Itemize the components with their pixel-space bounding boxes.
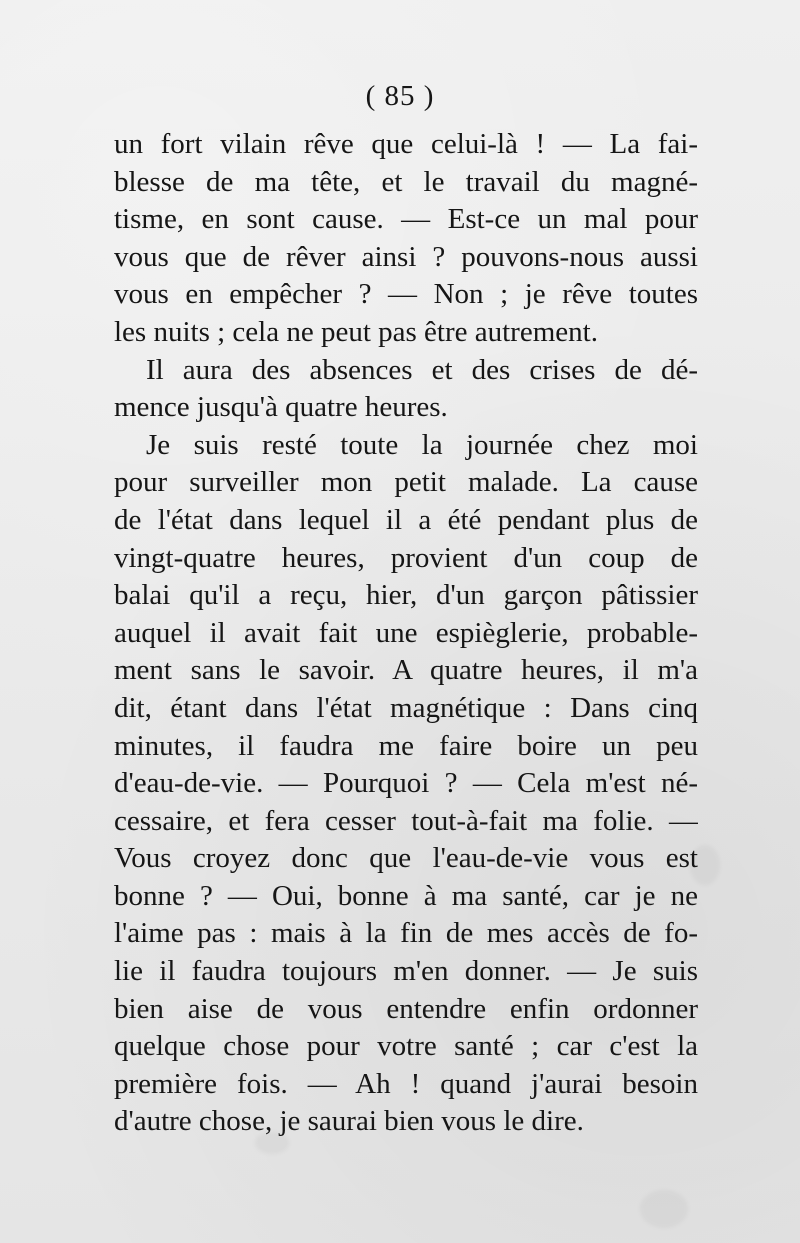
text-line: quelque chose pour votre santé ; car c'est la xyxy=(114,1030,698,1063)
text-line: tisme, en sont cause. — Est-ce un mal pour xyxy=(114,203,698,236)
text-line: minutes, il faudra me faire boire un peu xyxy=(114,729,698,762)
text-line: bien aise de vous entendre enfin ordonner xyxy=(114,992,698,1025)
text-line: un fort vilain rêve que celui-là ! — La fai- xyxy=(114,128,698,160)
text-line: l'aime pas : mais à la fin de mes accès de fo- xyxy=(114,917,698,950)
text-line: les nuits ; cela ne peut pas être autrement. xyxy=(114,315,598,348)
text-line: blesse de ma tête, et le travail du magné- xyxy=(114,165,698,198)
text-line: d'eau-de-vie. — Pourquoi ? — Cela m'est né- xyxy=(114,767,698,800)
text-line: cessaire, et fera cesser tout-à-fait ma folie. — xyxy=(114,804,698,837)
text-line: vingt-quatre heures, provient d'un coup de xyxy=(114,541,698,574)
text-line: pour surveiller mon petit malade. La cause xyxy=(114,466,698,499)
text-line: vous que de rêver ainsi ? pouvons-nous aussi xyxy=(114,240,698,273)
text-line: dit, étant dans l'état magnétique : Dans cinq xyxy=(114,691,698,724)
page-number: ( 85 ) xyxy=(365,80,435,112)
text-line: Je suis resté toute la journée chez moi xyxy=(146,428,698,461)
paper-smudge xyxy=(640,1190,688,1228)
text-line: de l'état dans lequel il a été pendant plus de xyxy=(114,503,698,536)
text-line: balai qu'il a reçu, hier, d'un garçon pâtissier xyxy=(114,579,698,612)
text-line: ment sans le savoir. A quatre heures, il m'a xyxy=(114,654,698,687)
text-line: Il aura des absences et des crises de dé- xyxy=(146,353,698,386)
text-line: mence jusqu'à quatre heures. xyxy=(114,391,448,424)
text-line: auquel il avait fait une espièglerie, probable- xyxy=(114,616,698,649)
text-line: bonne ? — Oui, bonne à ma santé, car je ne xyxy=(114,879,698,912)
text-line: lie il faudra toujours m'en donner. — Je suis xyxy=(114,955,698,988)
text-line: première fois. — Ah ! quand j'aurai besoin xyxy=(114,1067,698,1100)
text-line: Vous croyez donc que l'eau-de-vie vous est xyxy=(114,842,698,875)
text-line: vous en empêcher ? — Non ; je rêve toutes xyxy=(114,278,698,311)
body-text xyxy=(114,126,698,1141)
text-line: d'autre chose, je saurai bien vous le dire. xyxy=(114,1105,584,1138)
